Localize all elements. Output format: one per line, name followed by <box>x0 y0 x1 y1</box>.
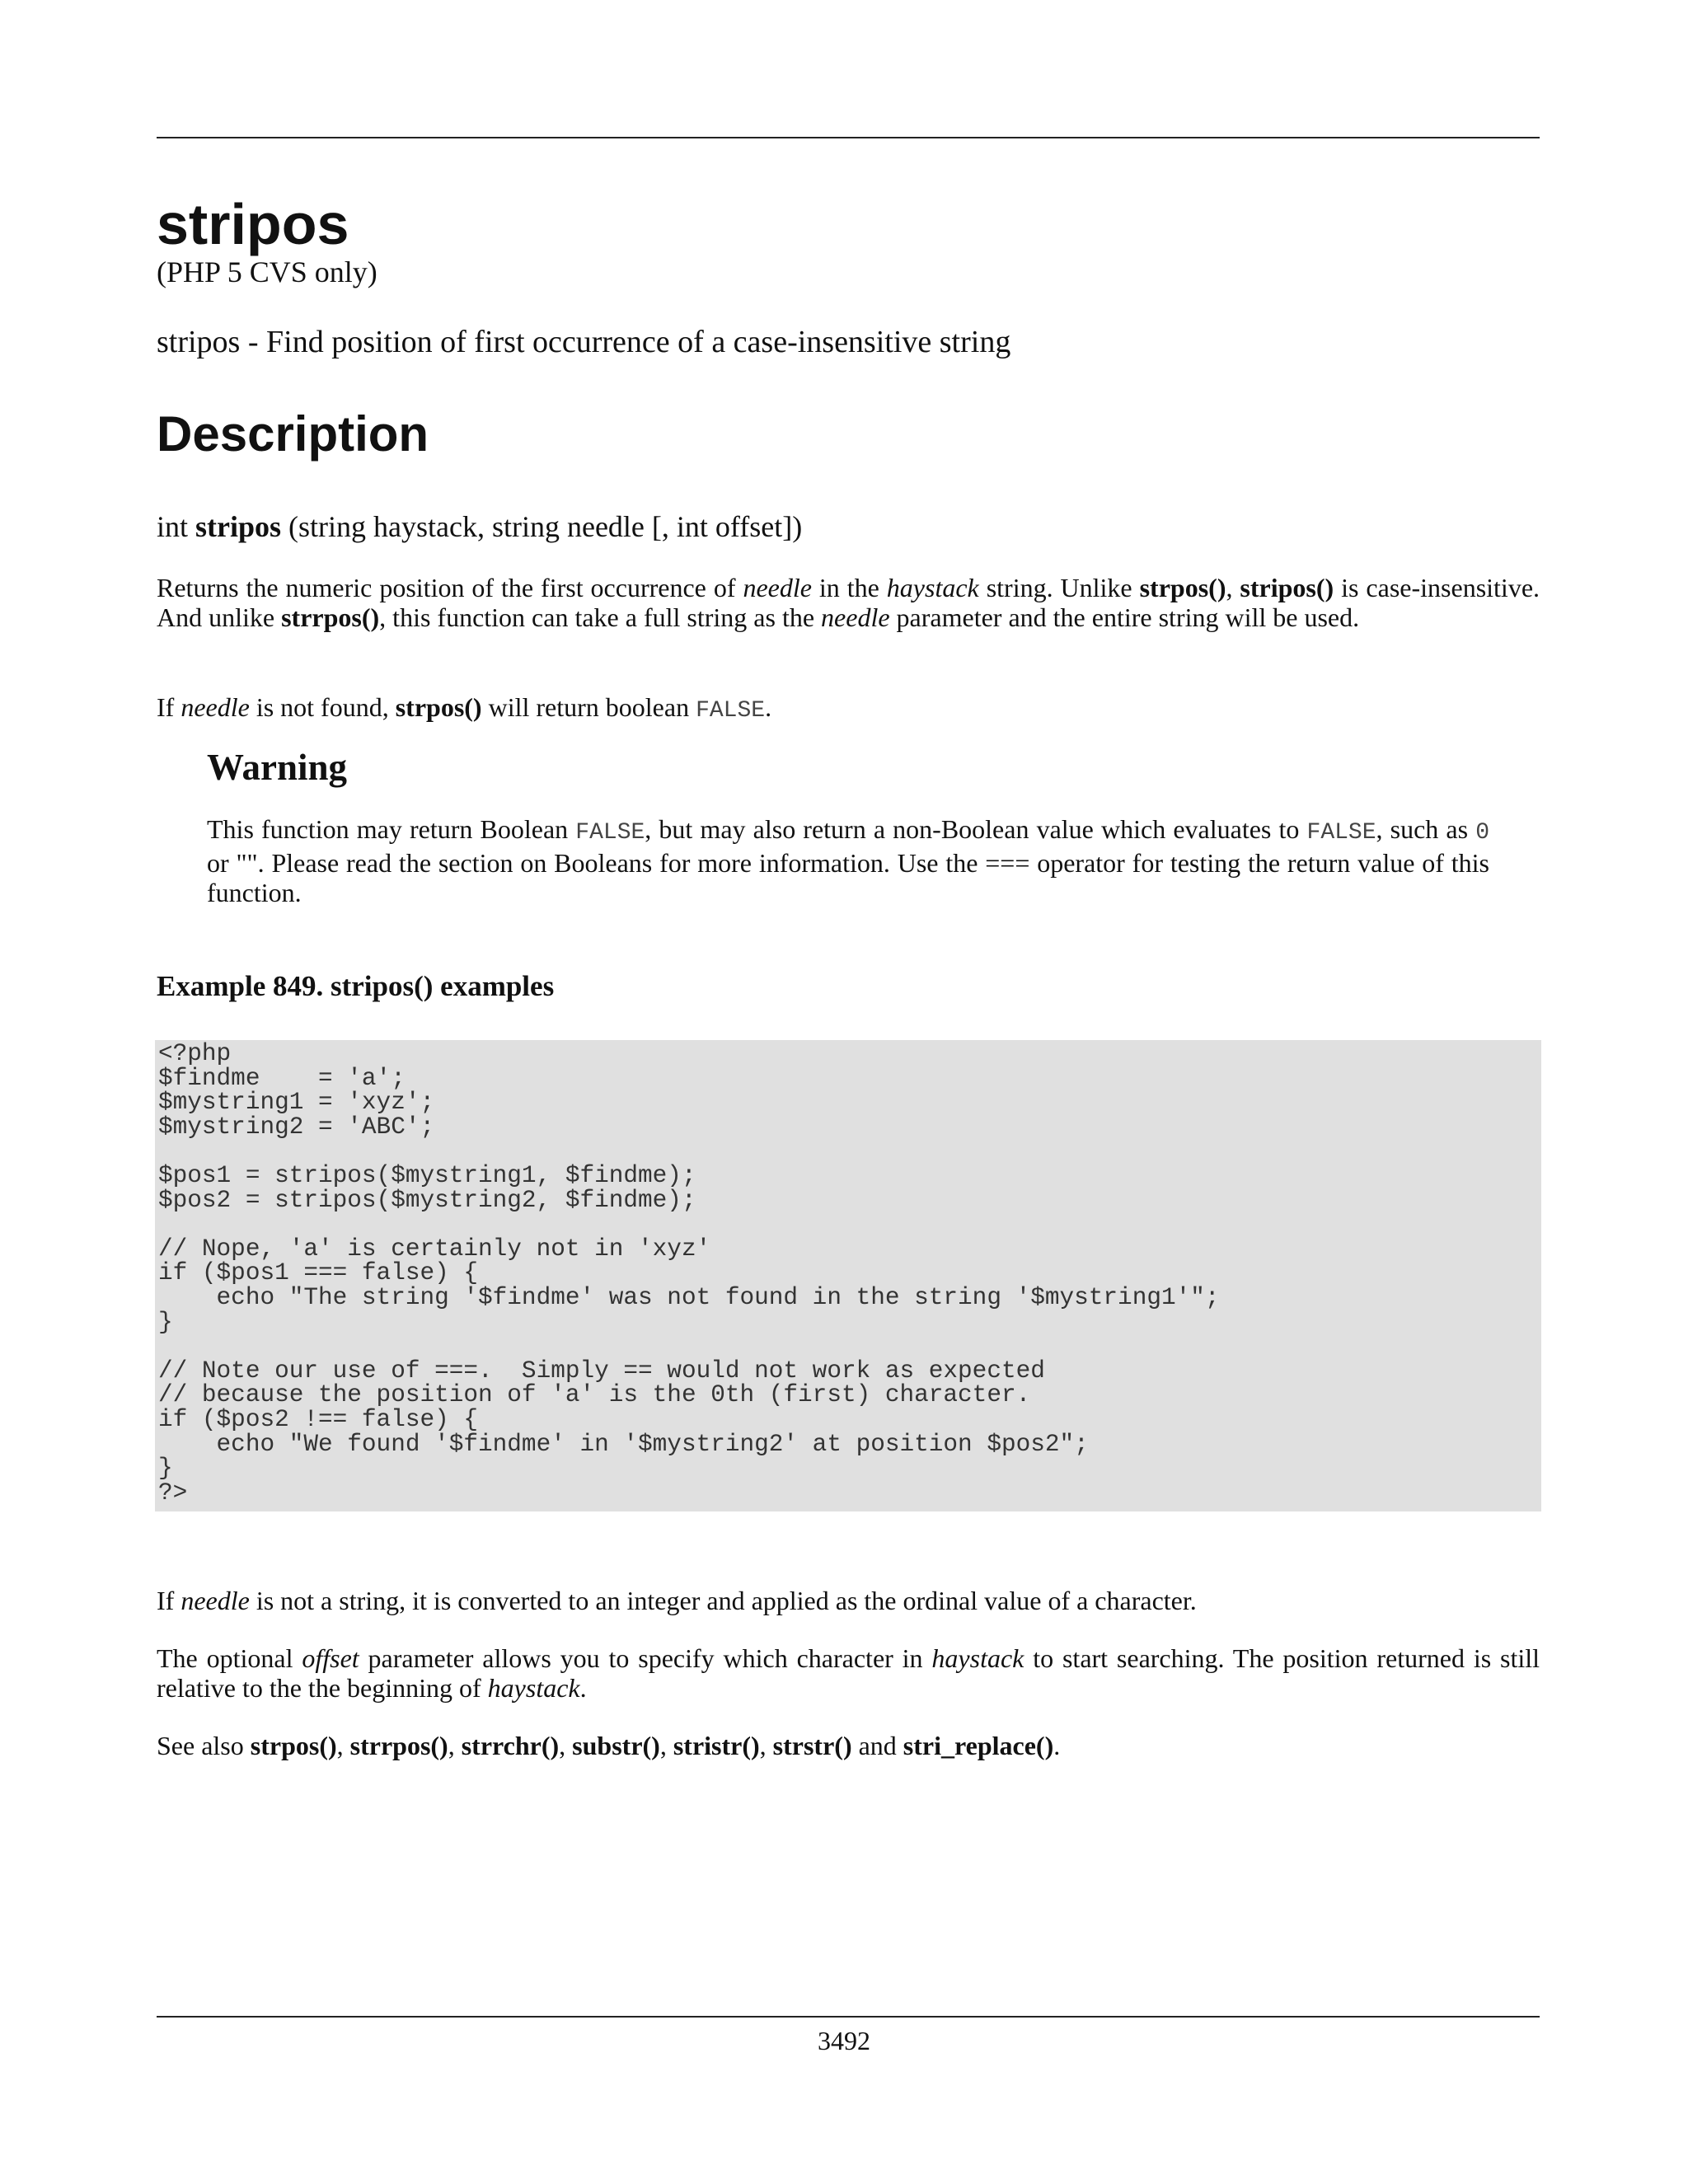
separator: , <box>448 1731 455 1760</box>
function-params: (string haystack, string needle [, int offset]) <box>288 510 803 543</box>
param-needle: needle <box>181 1586 250 1615</box>
separator: , <box>336 1731 344 1760</box>
link-strstr[interactable]: strstr() <box>772 1731 852 1760</box>
text-run: . <box>765 692 772 722</box>
separator: , <box>759 1731 767 1760</box>
text-run: in the <box>818 573 879 602</box>
description-paragraph <box>157 573 1540 632</box>
refname-line: stripos - Find position of first occurrence of a case-insensitive string <box>157 325 1011 359</box>
needle-type-paragraph <box>157 1586 1540 1615</box>
page-number: 3492 <box>818 2026 870 2055</box>
link-stri-replace[interactable]: stri_replace() <box>903 1731 1054 1760</box>
param-haystack: haystack <box>931 1643 1025 1673</box>
header-rule <box>157 137 1540 138</box>
text-run: The optional <box>157 1643 293 1673</box>
footer-rule <box>157 2016 1540 2018</box>
text-run: is not a string, it is converted to an integer and applied as the ordinal value of a character. <box>256 1586 1197 1615</box>
code-example: <?php $findme = 'a'; $mystring1 = 'xyz'; $mystring2 = 'ABC'; $pos1 = stripos($mystring1, $findme); $pos2 = stripos($mystring2, $findme); // Nope, 'a' is certainly not in 'xyz' if ($pos1 === false) { echo "The string '$findme' was not found in the string '$mystring1'"; } // Note our use of ===. Simply == would not work as expected // because the position of 'a' is the 0th (first) character. if ($pos2 !== false) { echo "We found '$findme' in '$mystring2' at position $pos2"; } ?> <box>155 1040 1541 1511</box>
see-also-paragraph <box>157 1731 1540 1760</box>
constant-false: FALSE <box>575 820 645 846</box>
text-run: . <box>579 1673 587 1703</box>
link-strpos[interactable]: strpos() <box>250 1731 337 1760</box>
text-run: If <box>157 1586 175 1615</box>
link-strrpos[interactable]: strrpos() <box>281 602 380 632</box>
link-stristr[interactable]: stristr() <box>673 1731 760 1760</box>
param-needle: needle <box>743 573 812 602</box>
constant-false: FALSE <box>1306 820 1376 846</box>
version-note: (PHP 5 CVS only) <box>157 255 377 288</box>
link-strpos[interactable]: strpos() <box>1139 573 1226 602</box>
param-haystack: haystack <box>487 1673 580 1703</box>
text-run: , such as <box>1376 814 1469 844</box>
text-run: This function may return Boolean <box>207 814 569 844</box>
text-run: or "". Please read the section on Booleans for more information. Use the === operator for testing the return value of this function. <box>207 848 1489 907</box>
not-found-paragraph <box>157 692 1540 726</box>
constant-zero: 0 <box>1475 820 1490 846</box>
link-strpos[interactable]: strpos() <box>395 692 482 722</box>
text-run: to start searching. The position returned is still relative to the the beginning of <box>157 1643 1540 1703</box>
text-run: , <box>1226 573 1233 602</box>
warning-box <box>207 745 1489 907</box>
text-run: string. Unlike <box>986 573 1132 602</box>
text-run: is not found, <box>256 692 389 722</box>
separator: , <box>559 1731 566 1760</box>
param-offset: offset <box>302 1643 359 1673</box>
separator: . <box>1053 1731 1061 1760</box>
link-strrchr[interactable]: strrchr() <box>461 1731 560 1760</box>
text-run: , this function can take a full string as the <box>379 602 815 632</box>
link-substr[interactable]: substr() <box>572 1731 660 1760</box>
link-strrpos[interactable]: strrpos() <box>349 1731 448 1760</box>
text-run: parameter and the entire string will be used. <box>896 602 1360 632</box>
text-run: Returns the numeric position of the first occurrence of <box>157 573 736 602</box>
warning-title: Warning <box>207 747 348 788</box>
link-stripos[interactable]: stripos() <box>1240 573 1334 602</box>
text-run: will return boolean <box>488 692 690 722</box>
text-run: and <box>858 1731 897 1760</box>
param-needle: needle <box>821 602 890 632</box>
text-run: If <box>157 692 175 722</box>
example-title: Example 849. stripos() examples <box>157 970 555 1002</box>
text-run: is case-insensitive. And unlike <box>157 573 1540 632</box>
function-synopsis <box>157 509 802 545</box>
param-haystack: haystack <box>886 573 979 602</box>
text-run: , but may also return a non-Boolean value which evaluates to <box>645 814 1300 844</box>
text-run: See also <box>157 1731 244 1760</box>
return-type: int <box>157 510 189 543</box>
separator: , <box>659 1731 667 1760</box>
constant-false: FALSE <box>696 698 766 724</box>
description-heading: Description <box>157 406 429 462</box>
function-name: stripos <box>195 510 282 543</box>
text-run: parameter allows you to specify which character in <box>368 1643 923 1673</box>
warning-text <box>207 814 1489 907</box>
offset-paragraph <box>157 1643 1540 1703</box>
param-needle: needle <box>181 692 250 722</box>
page-title: stripos <box>157 192 349 256</box>
